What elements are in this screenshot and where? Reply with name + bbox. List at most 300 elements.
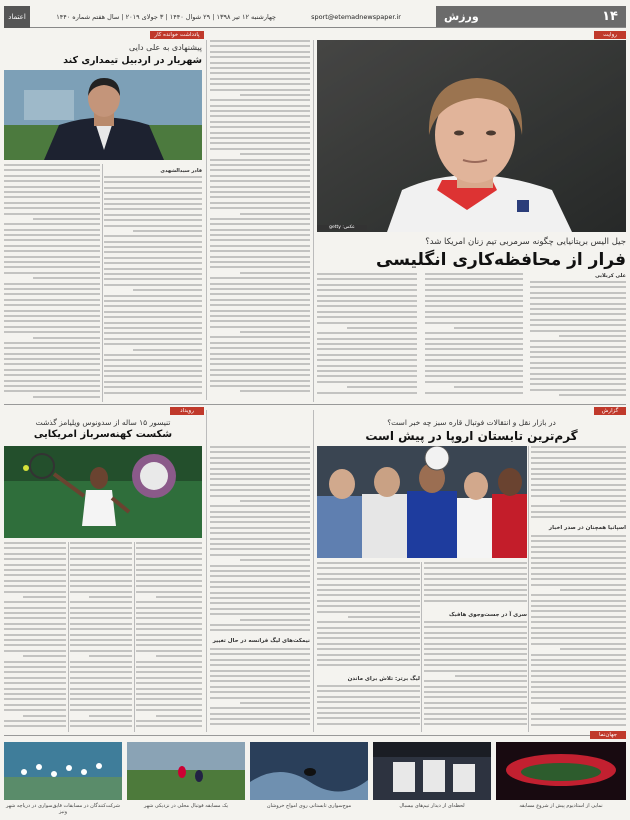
text-line xyxy=(210,180,310,182)
divider xyxy=(68,542,69,732)
text-line xyxy=(210,159,310,161)
text-line xyxy=(424,696,527,698)
text-line xyxy=(136,661,202,663)
text-line xyxy=(70,580,132,582)
transfer-kicker: در بازار نقل و انتقالات فوتبال قاره سبز چه خبر است؟ xyxy=(387,418,556,427)
text-line xyxy=(210,83,310,85)
text-line xyxy=(317,338,417,340)
divider xyxy=(102,164,103,402)
gallery-photo-4 xyxy=(373,742,491,800)
text-line xyxy=(104,268,202,270)
text-line xyxy=(317,696,420,698)
text-line xyxy=(531,478,626,480)
text-line xyxy=(210,697,310,699)
text-line xyxy=(317,600,420,602)
text-line xyxy=(531,562,626,564)
text-line xyxy=(531,451,626,453)
text-line xyxy=(531,718,626,720)
text-line xyxy=(531,495,626,497)
text-line xyxy=(4,245,100,247)
text-line xyxy=(136,612,202,614)
text-line xyxy=(4,191,100,193)
transfer-col-3b xyxy=(317,685,420,730)
main-story-kicker: جیل الیس بریتانیایی چگونه سرمربی تیم زنان امریکا شد؟ xyxy=(425,237,626,247)
text-line xyxy=(531,489,626,491)
text-line xyxy=(210,245,310,247)
text-line xyxy=(133,230,202,232)
text-line xyxy=(104,192,202,194)
text-line xyxy=(104,273,202,275)
text-line xyxy=(210,186,310,188)
text-line xyxy=(531,584,626,586)
text-line xyxy=(317,316,417,318)
text-line xyxy=(210,554,310,556)
text-line xyxy=(425,273,523,275)
text-line xyxy=(210,680,310,682)
main-story-headline: فرار از محافظه‌کاری انگلیسی xyxy=(376,250,626,270)
text-line xyxy=(4,261,100,263)
text-line xyxy=(4,671,66,673)
divider xyxy=(313,40,314,402)
section-rule xyxy=(4,735,626,736)
text-line xyxy=(104,198,202,200)
text-line xyxy=(424,643,527,645)
main-photo-credit: عکس: getty xyxy=(317,225,367,230)
text-line xyxy=(317,278,417,280)
gallery-tag: جهان‌نما xyxy=(590,731,626,739)
text-line xyxy=(240,153,310,155)
text-line xyxy=(104,381,202,383)
text-line xyxy=(210,51,310,53)
text-line xyxy=(4,374,100,376)
text-line xyxy=(210,310,310,312)
main-story-photo xyxy=(317,40,626,232)
text-line xyxy=(210,164,310,166)
text-line xyxy=(425,305,523,307)
text-line xyxy=(136,585,202,587)
text-line xyxy=(425,359,523,361)
text-line xyxy=(425,322,523,324)
text-line xyxy=(4,202,100,204)
text-line xyxy=(4,266,100,268)
text-line xyxy=(4,272,100,274)
text-line xyxy=(70,671,132,673)
text-line xyxy=(317,332,417,334)
text-line xyxy=(70,564,132,566)
text-line xyxy=(210,223,310,225)
text-line xyxy=(4,175,100,177)
text-line xyxy=(424,664,527,666)
text-line xyxy=(104,375,202,377)
text-line xyxy=(210,457,310,459)
text-line xyxy=(210,250,310,252)
text-line xyxy=(4,628,66,630)
text-line xyxy=(104,208,202,210)
text-line xyxy=(424,594,527,596)
text-line xyxy=(559,394,626,396)
text-line xyxy=(210,718,310,720)
divider xyxy=(528,446,529,732)
text-line xyxy=(530,340,626,342)
text-line xyxy=(136,688,202,690)
text-line xyxy=(104,241,202,243)
text-line xyxy=(317,637,420,639)
text-line xyxy=(4,607,66,609)
text-line xyxy=(210,548,310,550)
text-line xyxy=(104,214,202,216)
text-line xyxy=(210,126,310,128)
text-line xyxy=(210,592,310,594)
text-line xyxy=(136,709,202,711)
newspaper-logo: اعتماد xyxy=(4,6,30,28)
text-line xyxy=(4,250,100,252)
text-line xyxy=(136,693,202,695)
text-line xyxy=(317,589,420,591)
text-line xyxy=(70,693,132,695)
text-line xyxy=(424,659,527,661)
text-line xyxy=(104,181,202,183)
text-line xyxy=(210,89,310,91)
text-line xyxy=(210,45,310,47)
divider xyxy=(206,40,207,400)
text-line xyxy=(531,594,626,596)
text-line xyxy=(4,196,100,198)
text-line xyxy=(317,381,417,383)
text-line xyxy=(4,623,66,625)
text-line xyxy=(531,446,626,448)
text-line xyxy=(210,670,310,672)
text-line xyxy=(104,338,202,340)
text-line xyxy=(531,691,626,693)
section-email: sport@etemadnewspaper.ir xyxy=(311,12,401,21)
text-line xyxy=(4,358,100,360)
text-line xyxy=(4,369,100,371)
text-line xyxy=(530,313,626,315)
text-line xyxy=(4,164,100,166)
transfer-subhead-4: نیمکت‌های لیگ فرانسه در حال تغییر xyxy=(212,638,310,644)
text-line xyxy=(240,702,310,704)
text-line xyxy=(425,343,523,345)
text-line xyxy=(210,218,310,220)
text-line xyxy=(4,682,66,684)
text-line xyxy=(240,500,310,502)
text-line xyxy=(424,632,527,634)
text-line xyxy=(156,715,202,717)
text-line xyxy=(530,319,626,321)
text-line xyxy=(4,186,100,188)
text-line xyxy=(4,574,66,576)
text-line xyxy=(136,623,202,625)
text-line xyxy=(531,473,626,475)
text-line xyxy=(70,698,132,700)
text-line xyxy=(317,567,420,569)
text-line xyxy=(424,600,527,602)
text-line xyxy=(210,207,310,209)
text-line xyxy=(531,654,626,656)
text-line xyxy=(210,527,310,529)
gallery-caption-4: لحظه‌ای از دیدار تیم‌های بیسبال xyxy=(399,803,465,809)
text-line xyxy=(33,337,100,339)
text-line xyxy=(104,343,202,345)
text-line xyxy=(240,331,310,333)
text-line xyxy=(70,650,132,652)
text-line xyxy=(531,643,626,645)
text-line xyxy=(210,532,310,534)
text-line xyxy=(4,320,100,322)
main-byline: علی کربلایی xyxy=(595,273,626,279)
transfer-headline: گرم‌ترین تابستان اروپا در پیش است xyxy=(365,429,578,443)
text-line xyxy=(210,283,310,285)
text-line xyxy=(240,559,310,561)
text-line xyxy=(70,644,132,646)
text-line xyxy=(210,358,310,360)
text-line xyxy=(70,585,132,587)
side-story-kicker: پیشنهادی به علی دایی xyxy=(128,43,202,52)
text-line xyxy=(531,675,626,677)
text-line xyxy=(136,547,202,549)
text-line xyxy=(530,373,626,375)
text-line xyxy=(348,616,420,618)
text-line xyxy=(210,468,310,470)
text-line xyxy=(317,370,417,372)
text-line xyxy=(424,589,527,591)
text-line xyxy=(4,601,66,603)
text-line xyxy=(136,553,202,555)
text-line xyxy=(4,288,100,290)
text-line xyxy=(210,686,310,688)
text-line xyxy=(104,322,202,324)
text-line xyxy=(425,295,523,297)
text-line xyxy=(210,380,310,382)
text-line xyxy=(317,584,420,586)
side-story-headline: شهریار در اردبیل تیمداری کند xyxy=(63,55,202,66)
text-line xyxy=(210,570,310,572)
text-line xyxy=(23,655,66,657)
divider xyxy=(313,410,314,732)
text-line xyxy=(136,591,202,593)
text-line xyxy=(210,326,310,328)
text-line xyxy=(531,567,626,569)
text-line xyxy=(70,569,132,571)
text-line xyxy=(317,632,420,634)
text-line xyxy=(317,392,417,394)
text-line xyxy=(4,207,100,209)
text-line xyxy=(425,375,523,377)
text-line xyxy=(210,664,310,666)
text-line xyxy=(210,137,310,139)
text-line xyxy=(317,359,417,361)
text-line xyxy=(424,626,527,628)
text-line xyxy=(210,261,310,263)
text-line xyxy=(210,299,310,301)
text-line xyxy=(347,327,417,329)
text-line xyxy=(210,148,310,150)
transfer-subhead-1: اسپانیا همچنان در صدر اخبار xyxy=(548,525,626,531)
transfer-col-2 xyxy=(424,562,527,610)
text-line xyxy=(136,720,202,722)
text-line xyxy=(455,675,527,677)
text-line xyxy=(425,278,523,280)
text-line xyxy=(23,715,66,717)
text-line xyxy=(136,628,202,630)
main-story-col-3 xyxy=(317,273,417,401)
text-line xyxy=(317,273,417,275)
text-line xyxy=(240,94,310,96)
text-line xyxy=(531,551,626,553)
text-line xyxy=(104,235,202,237)
text-line xyxy=(23,596,66,598)
text-line xyxy=(136,601,202,603)
text-line xyxy=(317,648,420,650)
text-line xyxy=(317,322,417,324)
side-story-photo xyxy=(4,70,202,160)
text-line xyxy=(425,354,523,356)
gallery-caption-3: موج‌سواری تابستانی روی امواج خروشان xyxy=(266,803,352,809)
text-line xyxy=(210,511,310,513)
gallery-caption-2: یک مسابقه فوتبال محلی در نزدیکی شهر xyxy=(143,803,229,809)
text-line xyxy=(210,653,310,655)
text-line xyxy=(4,223,100,225)
text-line xyxy=(33,218,100,220)
text-line xyxy=(210,369,310,371)
text-line xyxy=(347,386,417,388)
text-line xyxy=(210,374,310,376)
text-line xyxy=(210,473,310,475)
text-line xyxy=(4,547,66,549)
text-line xyxy=(424,718,527,720)
text-line xyxy=(70,617,132,619)
text-line xyxy=(156,655,202,657)
text-line xyxy=(210,505,310,507)
text-line xyxy=(104,187,202,189)
text-line xyxy=(104,225,202,227)
text-line xyxy=(4,347,100,349)
tennis-kicker: تنیسور ۱۵ ساله از سدونوس ویلیامز گذشت xyxy=(35,418,171,427)
text-line xyxy=(104,295,202,297)
text-line xyxy=(317,348,417,350)
text-line xyxy=(210,277,310,279)
page-number: ۱۴ xyxy=(602,9,618,24)
text-line xyxy=(559,335,626,337)
text-line xyxy=(240,619,310,621)
transfer-col-4b xyxy=(210,648,310,730)
text-line xyxy=(317,311,417,313)
text-line xyxy=(210,489,310,491)
text-line xyxy=(210,72,310,74)
gallery-photo-2 xyxy=(127,742,245,800)
text-line xyxy=(136,558,202,560)
text-line xyxy=(425,289,523,291)
text-line xyxy=(425,332,523,334)
text-line xyxy=(317,659,420,661)
text-line xyxy=(136,617,202,619)
text-line xyxy=(70,666,132,668)
sidebar-tag: پادداشت خوانده کار xyxy=(150,31,204,39)
text-line xyxy=(4,693,66,695)
text-line xyxy=(424,637,527,639)
text-line xyxy=(4,256,100,258)
text-line xyxy=(317,375,417,377)
tennis-headline: شکست کهنه‌سرباز امریکایی xyxy=(33,429,173,440)
text-line xyxy=(424,723,527,725)
text-line xyxy=(104,386,202,388)
text-line xyxy=(104,359,202,361)
section-banner xyxy=(436,6,626,27)
text-line xyxy=(104,392,202,394)
side-story-col-2 xyxy=(4,164,100,402)
text-line xyxy=(4,234,100,236)
text-line xyxy=(4,569,66,571)
text-line xyxy=(424,562,527,564)
text-line xyxy=(210,516,310,518)
text-line xyxy=(4,698,66,700)
text-line xyxy=(104,278,202,280)
text-line xyxy=(530,378,626,380)
text-line xyxy=(4,591,66,593)
text-line xyxy=(210,707,310,709)
text-line xyxy=(4,229,100,231)
text-line xyxy=(136,666,202,668)
text-line xyxy=(104,305,202,307)
text-line xyxy=(89,715,132,717)
text-line xyxy=(4,612,66,614)
page-header xyxy=(4,6,626,28)
text-line xyxy=(210,484,310,486)
text-line xyxy=(210,121,310,123)
text-line xyxy=(210,105,310,107)
text-line xyxy=(317,643,420,645)
text-line xyxy=(210,353,310,355)
text-line xyxy=(70,682,132,684)
text-line xyxy=(424,578,527,580)
text-line xyxy=(104,332,202,334)
text-line xyxy=(210,575,310,577)
text-line xyxy=(104,262,202,264)
text-line xyxy=(210,723,310,725)
text-line xyxy=(136,682,202,684)
text-line xyxy=(317,611,420,613)
text-line xyxy=(136,704,202,706)
text-line xyxy=(136,639,202,641)
text-line xyxy=(210,446,310,448)
report-tag: روایت xyxy=(594,31,626,39)
text-line xyxy=(70,709,132,711)
text-line xyxy=(70,704,132,706)
text-line xyxy=(136,634,202,636)
text-line xyxy=(425,316,523,318)
transfer-col-photo-side xyxy=(531,446,626,522)
text-line xyxy=(424,653,527,655)
text-line xyxy=(424,680,527,682)
text-line xyxy=(317,654,420,656)
text-line xyxy=(104,246,202,248)
text-line xyxy=(33,277,100,279)
text-line xyxy=(560,648,627,650)
text-line xyxy=(530,367,626,369)
text-line xyxy=(531,659,626,661)
text-line xyxy=(531,627,626,629)
text-line xyxy=(136,677,202,679)
text-line xyxy=(104,203,202,205)
text-line xyxy=(4,542,66,544)
text-line xyxy=(530,292,626,294)
text-line xyxy=(210,691,310,693)
text-line xyxy=(104,219,202,221)
text-line xyxy=(210,462,310,464)
divider xyxy=(206,410,207,732)
text-line xyxy=(4,553,66,555)
text-line xyxy=(424,670,527,672)
